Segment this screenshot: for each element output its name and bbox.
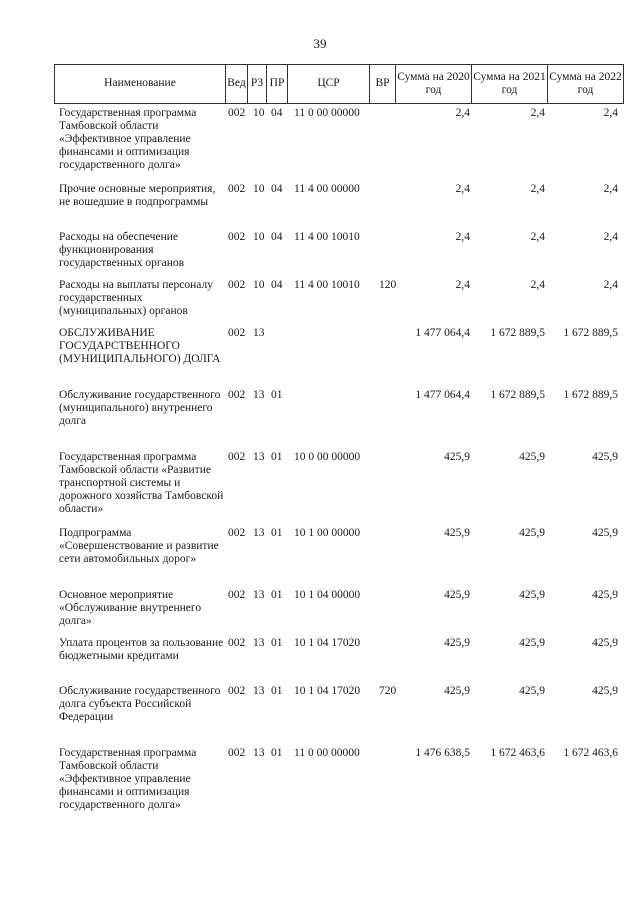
row-sum-2020: 425,9 — [444, 685, 470, 697]
row-pr: 04 — [271, 183, 283, 195]
row-sum-2020: 1 476 638,5 — [415, 747, 470, 759]
row-ved: 002 — [228, 747, 246, 759]
row-rz: 13 — [253, 589, 265, 601]
row-ved: 002 — [228, 327, 246, 339]
table-row — [0, 389, 640, 451]
row-sum-2021: 2,4 — [530, 279, 545, 291]
table-row — [0, 279, 640, 327]
row-sum-2021: 2,4 — [530, 231, 545, 243]
row-sum-2021: 425,9 — [519, 527, 545, 539]
row-name: Расходы на выплаты персоналу государственных (муниципальных) органов — [59, 279, 213, 317]
row-ved: 002 — [228, 183, 246, 195]
row-sum-2021: 2,4 — [530, 107, 545, 119]
row-csr: 10 1 04 17020 — [294, 685, 361, 697]
row-csr: 11 4 00 00000 — [294, 183, 360, 195]
row-name: Государственная программа Тамбовской области «Эффективное управление финансами и оптимизация государственного долга» — [59, 107, 197, 171]
row-ved: 002 — [228, 231, 246, 243]
row-sum-2020: 425,9 — [444, 527, 470, 539]
row-ved: 002 — [228, 279, 246, 291]
row-sum-2021: 1 672 889,5 — [490, 327, 545, 339]
row-sum-2020: 425,9 — [444, 637, 470, 649]
table-row — [0, 527, 640, 589]
row-sum-2020: 425,9 — [444, 451, 470, 463]
row-rz: 13 — [253, 327, 265, 339]
page-number: 39 — [313, 36, 327, 51]
table-row — [0, 589, 640, 637]
row-csr: 10 1 00 00000 — [294, 527, 361, 539]
row-rz: 13 — [253, 527, 265, 539]
row-csr: 11 0 00 00000 — [294, 747, 360, 759]
row-vr: 120 — [379, 279, 397, 291]
row-sum-2022: 2,4 — [603, 107, 618, 119]
row-ved: 002 — [228, 389, 246, 401]
row-sum-2021: 425,9 — [519, 589, 545, 601]
row-pr: 04 — [271, 279, 283, 291]
row-name: Расходы на обеспечение функционирования государственных органов — [59, 231, 185, 269]
row-sum-2022: 2,4 — [603, 279, 618, 291]
row-name: Государственная программа Тамбовской области «Эффективное управление финансами и оптимизация государственного долга» — [59, 747, 197, 811]
row-sum-2020: 425,9 — [444, 589, 470, 601]
header-vr: ВР — [370, 64, 396, 104]
row-name: Обслуживание государственного долга субъекта Российской Федерации — [59, 685, 221, 723]
row-sum-2021: 425,9 — [519, 685, 545, 697]
row-rz: 13 — [253, 451, 265, 463]
table-row — [0, 327, 640, 389]
row-name: Прочие основные мероприятия, не вошедшие в подпрограммы — [59, 183, 216, 208]
row-pr: 01 — [271, 685, 283, 697]
row-ved: 002 — [228, 527, 246, 539]
row-pr: 01 — [271, 527, 283, 539]
row-sum-2020: 2,4 — [455, 107, 470, 119]
row-ved: 002 — [228, 637, 246, 649]
row-name: Государственная программа Тамбовской области «Развитие транспортной системы и дорожного хозяйства Тамбовской области» — [59, 451, 224, 515]
row-vr: 720 — [379, 685, 397, 697]
table-row — [0, 107, 640, 183]
header-sum-2022: Сумма на 2022 год — [548, 64, 624, 104]
row-csr: 10 1 04 17020 — [294, 637, 361, 649]
row-sum-2022: 425,9 — [592, 637, 618, 649]
table-row — [0, 183, 640, 231]
row-name: Обслуживание государственного (муниципального) внутреннего долга — [59, 389, 221, 427]
row-sum-2021: 1 672 463,6 — [490, 747, 545, 759]
row-rz: 10 — [253, 231, 265, 243]
row-sum-2020: 1 477 064,4 — [415, 327, 470, 339]
row-ved: 002 — [228, 107, 246, 119]
header-sum-2021: Сумма на 2021 год — [472, 64, 548, 104]
row-rz: 10 — [253, 183, 265, 195]
row-sum-2022: 2,4 — [603, 231, 618, 243]
table-header — [54, 64, 624, 104]
row-rz: 13 — [253, 389, 265, 401]
table-row — [0, 451, 640, 527]
row-rz: 13 — [253, 685, 265, 697]
header-name: Наименование — [54, 64, 226, 104]
header-ved: Вед — [226, 64, 248, 104]
table-row — [0, 231, 640, 279]
row-csr: 11 0 00 00000 — [294, 107, 360, 119]
row-sum-2022: 1 672 889,5 — [563, 327, 618, 339]
row-sum-2020: 1 477 064,4 — [415, 389, 470, 401]
row-sum-2022: 1 672 463,6 — [563, 747, 618, 759]
row-sum-2021: 425,9 — [519, 451, 545, 463]
row-pr: 01 — [271, 451, 283, 463]
row-ved: 002 — [228, 589, 246, 601]
row-sum-2022: 425,9 — [592, 527, 618, 539]
table-row — [0, 685, 640, 747]
row-csr: 10 0 00 00000 — [294, 451, 361, 463]
row-csr: 11 4 00 10010 — [294, 279, 360, 291]
row-pr: 04 — [271, 231, 283, 243]
row-name: Основное мероприятие «Обслуживание внутреннего долга» — [59, 589, 202, 627]
table-row — [0, 637, 640, 685]
row-sum-2020: 2,4 — [455, 279, 470, 291]
row-pr: 01 — [271, 389, 283, 401]
row-rz: 13 — [253, 637, 265, 649]
row-pr: 01 — [271, 637, 283, 649]
row-rz: 10 — [253, 107, 265, 119]
row-sum-2020: 2,4 — [455, 231, 470, 243]
table-row — [0, 747, 640, 823]
row-name: Подпрограмма «Совершенствование и развитие сети автомобильных дорог» — [59, 527, 219, 565]
header-pr: ПР — [267, 64, 288, 104]
row-ved: 002 — [228, 451, 246, 463]
row-name: ОБСЛУЖИВАНИЕ ГОСУДАРСТВЕННОГО (МУНИЦИПАЛЬНОГО) ДОЛГА — [59, 327, 221, 365]
row-sum-2022: 425,9 — [592, 589, 618, 601]
row-pr: 01 — [271, 589, 283, 601]
row-rz: 10 — [253, 279, 265, 291]
row-name: Уплата процентов за пользование бюджетными кредитами — [59, 637, 224, 662]
row-sum-2022: 1 672 889,5 — [563, 389, 618, 401]
row-sum-2020: 2,4 — [455, 183, 470, 195]
row-sum-2022: 425,9 — [592, 451, 618, 463]
row-ved: 002 — [228, 685, 246, 697]
header-sum-2020: Сумма на 2020 год — [396, 64, 472, 104]
table-body — [0, 107, 640, 823]
row-sum-2021: 1 672 889,5 — [490, 389, 545, 401]
header-rz: РЗ — [248, 64, 267, 104]
row-csr: 10 1 04 00000 — [294, 589, 361, 601]
header-csr: ЦСР — [288, 64, 370, 104]
row-rz: 13 — [253, 747, 265, 759]
row-csr: 11 4 00 10010 — [294, 231, 360, 243]
row-sum-2022: 425,9 — [592, 685, 618, 697]
row-sum-2021: 2,4 — [530, 183, 545, 195]
row-pr: 04 — [271, 107, 283, 119]
row-sum-2022: 2,4 — [603, 183, 618, 195]
row-pr: 01 — [271, 747, 283, 759]
row-sum-2021: 425,9 — [519, 637, 545, 649]
